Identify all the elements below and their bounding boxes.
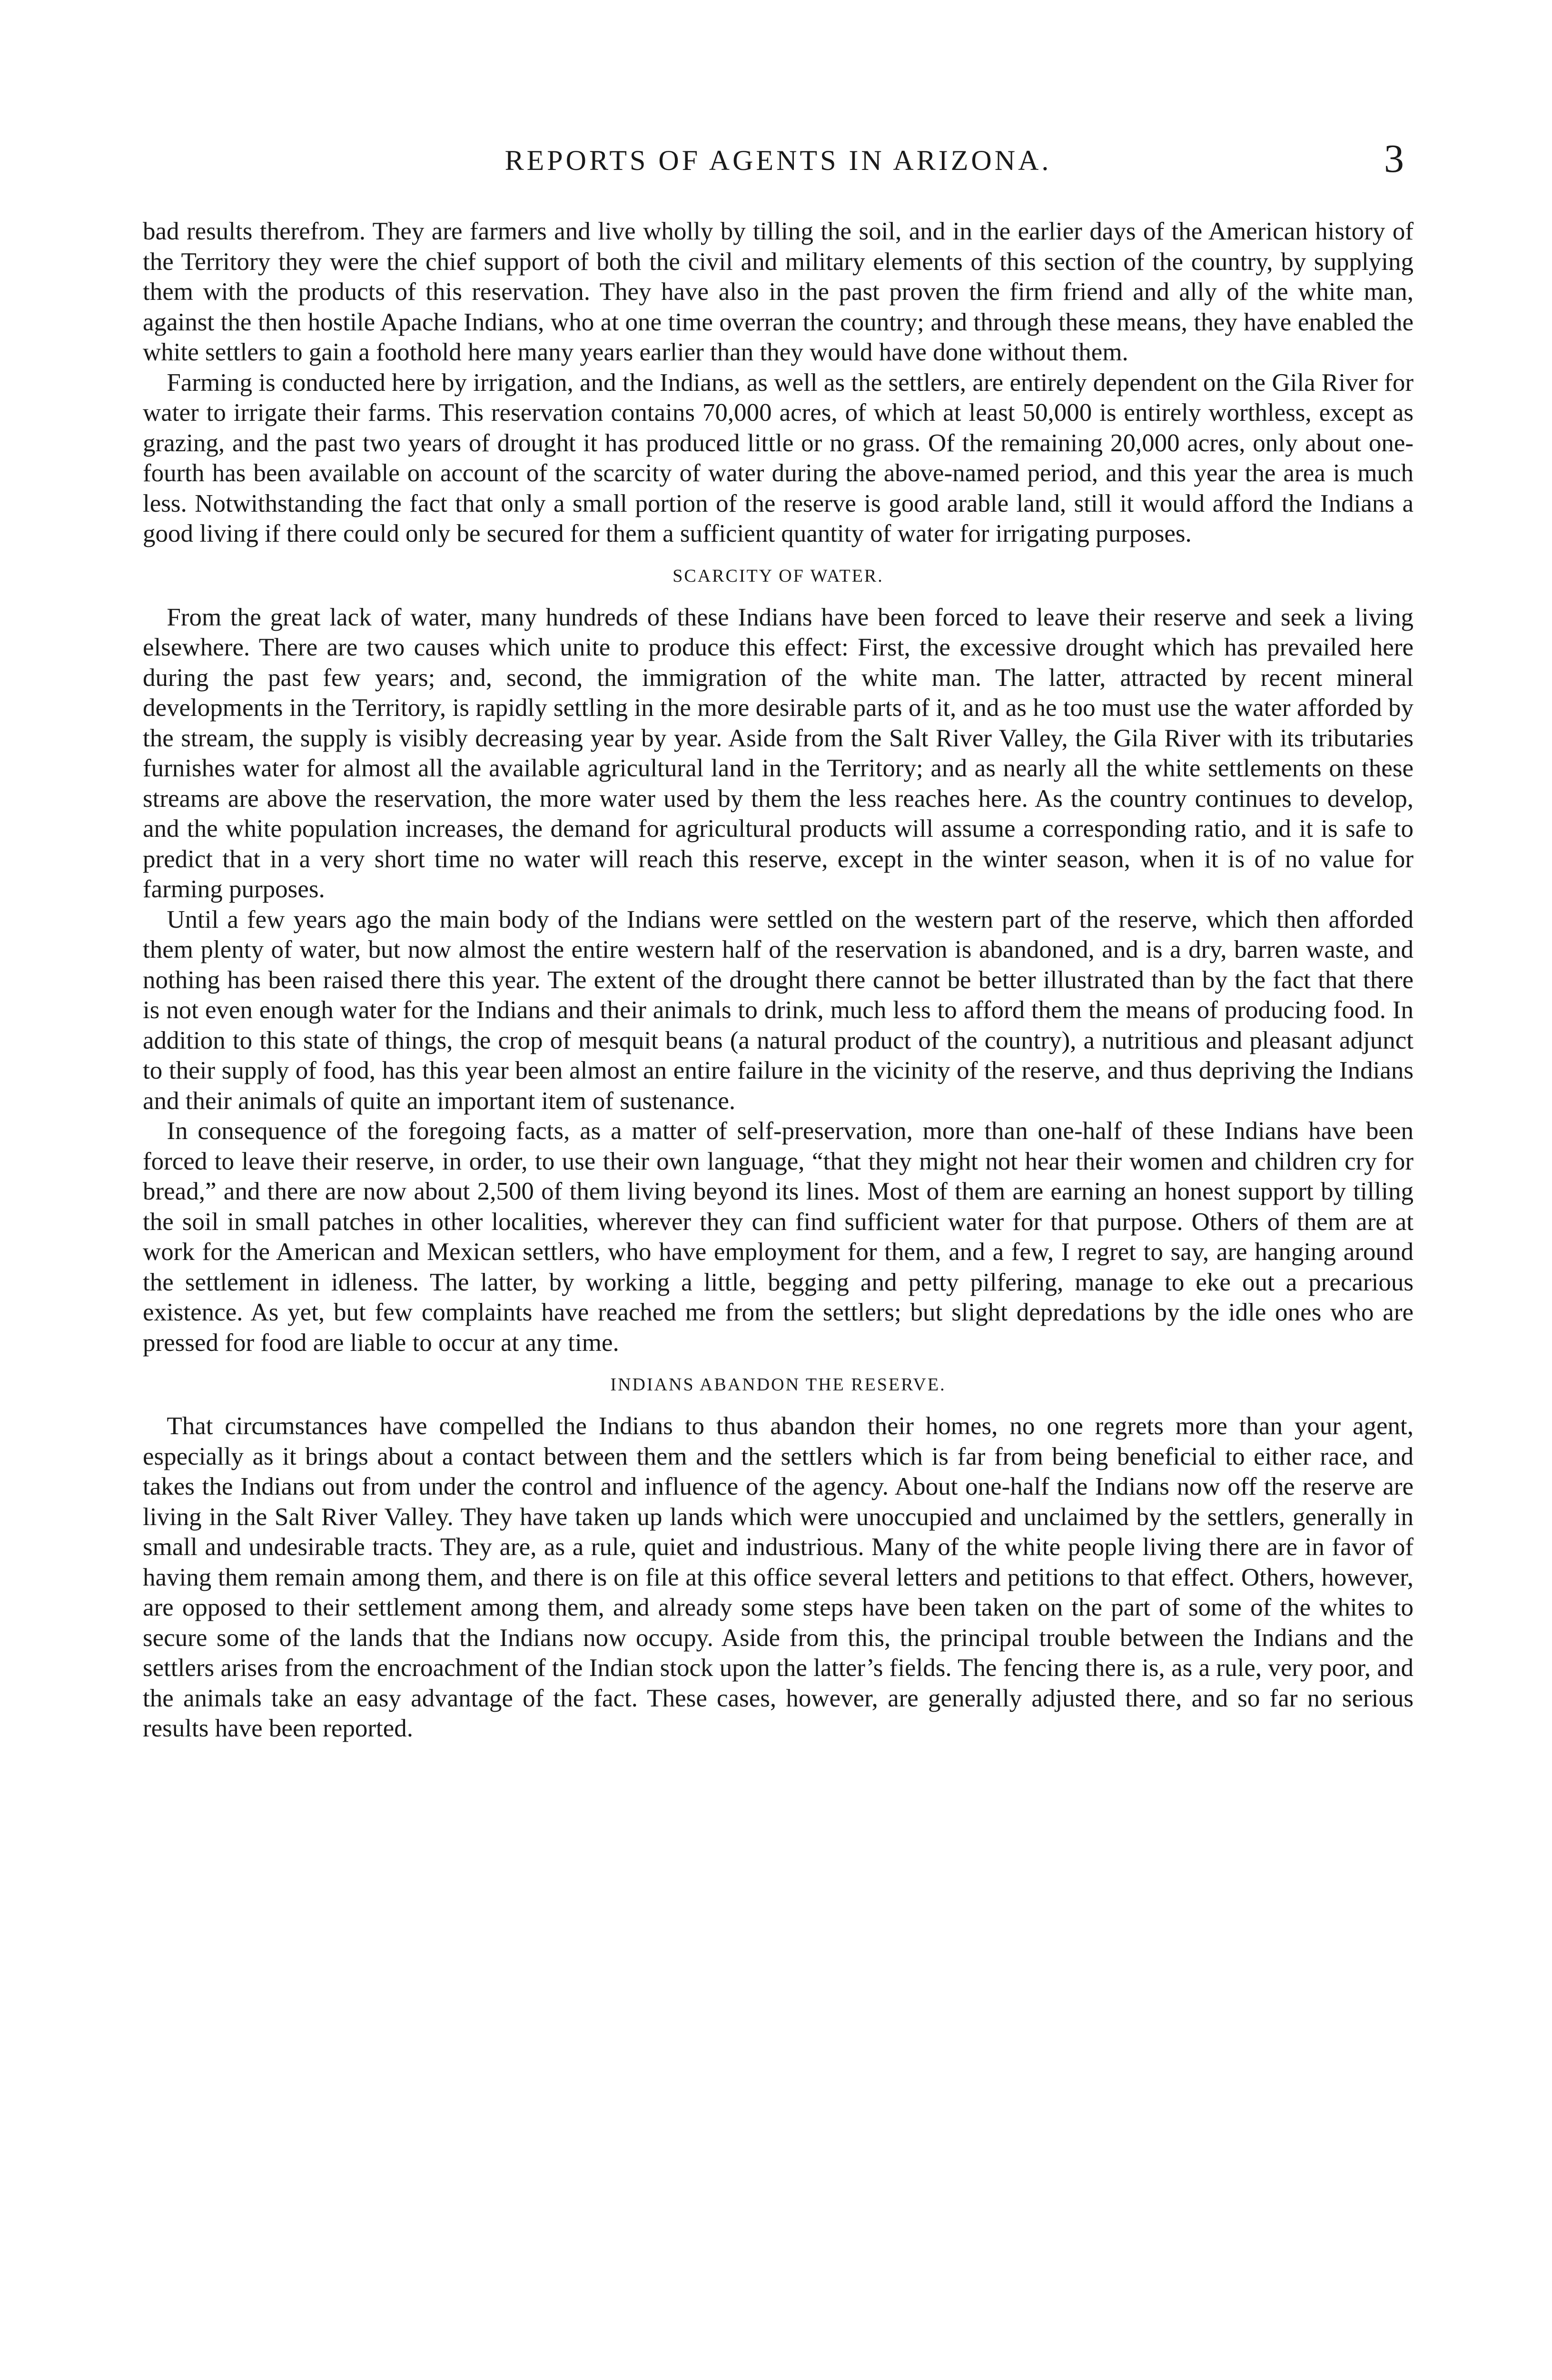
body-text [143, 217, 1414, 1744]
page-number: 3 [1384, 137, 1404, 181]
paragraph-lack-of-water: From the great lack of water, many hundreds of these Indians have been forced to leave their reserve and seek a living elsewhere. There are two causes which unite to produce this effect: First, the excessive drought which has prevailed here during the past few years; and, second, the immigration of the white man. The latter, attracted by recent mineral developments in the Territory, is rapidly settling in the more desirable parts of it, and as he too must use the water afforded by the stream, the supply is visibly decreasing year by year. Aside from the Salt River Valley, the Gila River with its tributaries furnishes water for almost all the available agricultural land in the Territory; and as nearly all the white settlements on these streams are above the reservation, the more water used by them the less reaches here. As the country continues to develop, and the white population increases, the demand for agricultural products will assume a corresponding ratio, and it is safe to predict that in a very short time no water will reach this reserve, except in the winter season, when it is of no value for farming purposes. [143, 603, 1414, 903]
running-header [143, 139, 1414, 182]
paragraph-farming: Farming is conducted here by irrigation, and the Indians, as well as the settlers, are entirely dependent on the Gila River for water to irrigate their farms. This reservation contains 70,000 acres, of which at least 50,000 is entirely worthless, except as grazing, and the past two years of drought it has produced little or no grass. Of the remaining 20,000 acres, only about one-fourth has been available on account of the scarcity of water during the above-named period, and this year the area is much less. Notwithstanding the fact that only a small portion of the reserve is good arable land, still it would afford the Indians a good living if there could only be secured for them a sufficient quantity of water for irrigating purposes. [143, 368, 1414, 547]
paragraph-continuation: bad results therefrom. They are farmers and live wholly by tilling the soil, and in the earlier days of the American history of the Territory they were the chief support of both the civil and military elements of this section of the country, by supplying them with the products of this reservation. They have also in the past proven the firm friend and ally of the white man, against the then hostile Apache Indians, who at one time overran the country; and through these means, they have enabled the white settlers to gain a foothold here many years earlier than they would have done without them. [143, 218, 1414, 366]
running-title: REPORTS OF AGENTS IN ARIZONA. [504, 145, 1052, 176]
section-heading-indians-abandon-reserve: INDIANS ABANDON THE RESERVE. [610, 1375, 946, 1395]
section-heading-scarcity-of-water: SCARCITY OF WATER. [672, 565, 884, 586]
paragraph-abandon-homes: That circumstances have compelled the Indians to thus abandon their homes, no one regrets more than your agent, especially as it brings about a contact between them and the settlers which is far from being beneficial to either race, and takes the Indians out from under the control and influence of the agency. About one-half the Indians now off the reserve are living in the Salt River Valley. They have taken up lands which were unoccupied and unclaimed by the settlers, generally in small and undesirable tracts. They are, as a rule, quiet and industrious. Many of the white people living there are in favor of having them remain among them, and there is on file at this office several letters and petitions to that effect. Others, however, are opposed to their settlement among them, and already some steps have been taken on the part of some of the whites to secure some of the lands that the Indians now occupy. Aside from this, the principal trouble between the Indians and the settlers arises from the encroachment of the Indian stock upon the latter’s fields. The fencing there is, as a rule, very poor, and the animals take an easy advantage of the fact. These cases, however, are generally adjusted there, and so far no serious results have been reported. [143, 1412, 1414, 1742]
paragraph-western-reserve: Until a few years ago the main body of the Indians were settled on the western part of the reserve, which then afforded them plenty of water, but now almost the entire western half of the reservation is abandoned, and is a dry, barren waste, and nothing has been raised there this year. The extent of the drought there cannot be better illustrated than by the fact that there is not even enough water for the Indians and their animals to drink, much less to afford them the means of producing food. In addition to this state of things, the crop of mesquit beans (a natural product of the country), a nutritious and pleasant adjunct to their supply of food, has this year been almost an entire failure in the vicinity of the reserve, and thus depriving the Indians and their animals of quite an important item of sustenance. [143, 905, 1414, 1115]
paragraph-self-preservation: In consequence of the foregoing facts, as a matter of self-preservation, more than one-half of these Indians have been forced to leave their reserve, in order, to use their own language, “that they might not hear their women and children cry for bread,” and there are now about 2,500 of them living beyond its lines. Most of them are earning an honest support by tilling the soil in small patches in other localities, wherever they can find sufficient water for that purpose. Others of them are at work for the American and Mexican settlers, who have employment for them, and a few, I regret to say, are hanging around the settlement in idleness. The latter, by working a little, begging and petty pilfering, manage to eke out a precarious existence. As yet, but few complaints have reached me from the settlers; but slight depredations by the idle ones who are pressed for food are liable to occur at any time. [143, 1117, 1414, 1357]
